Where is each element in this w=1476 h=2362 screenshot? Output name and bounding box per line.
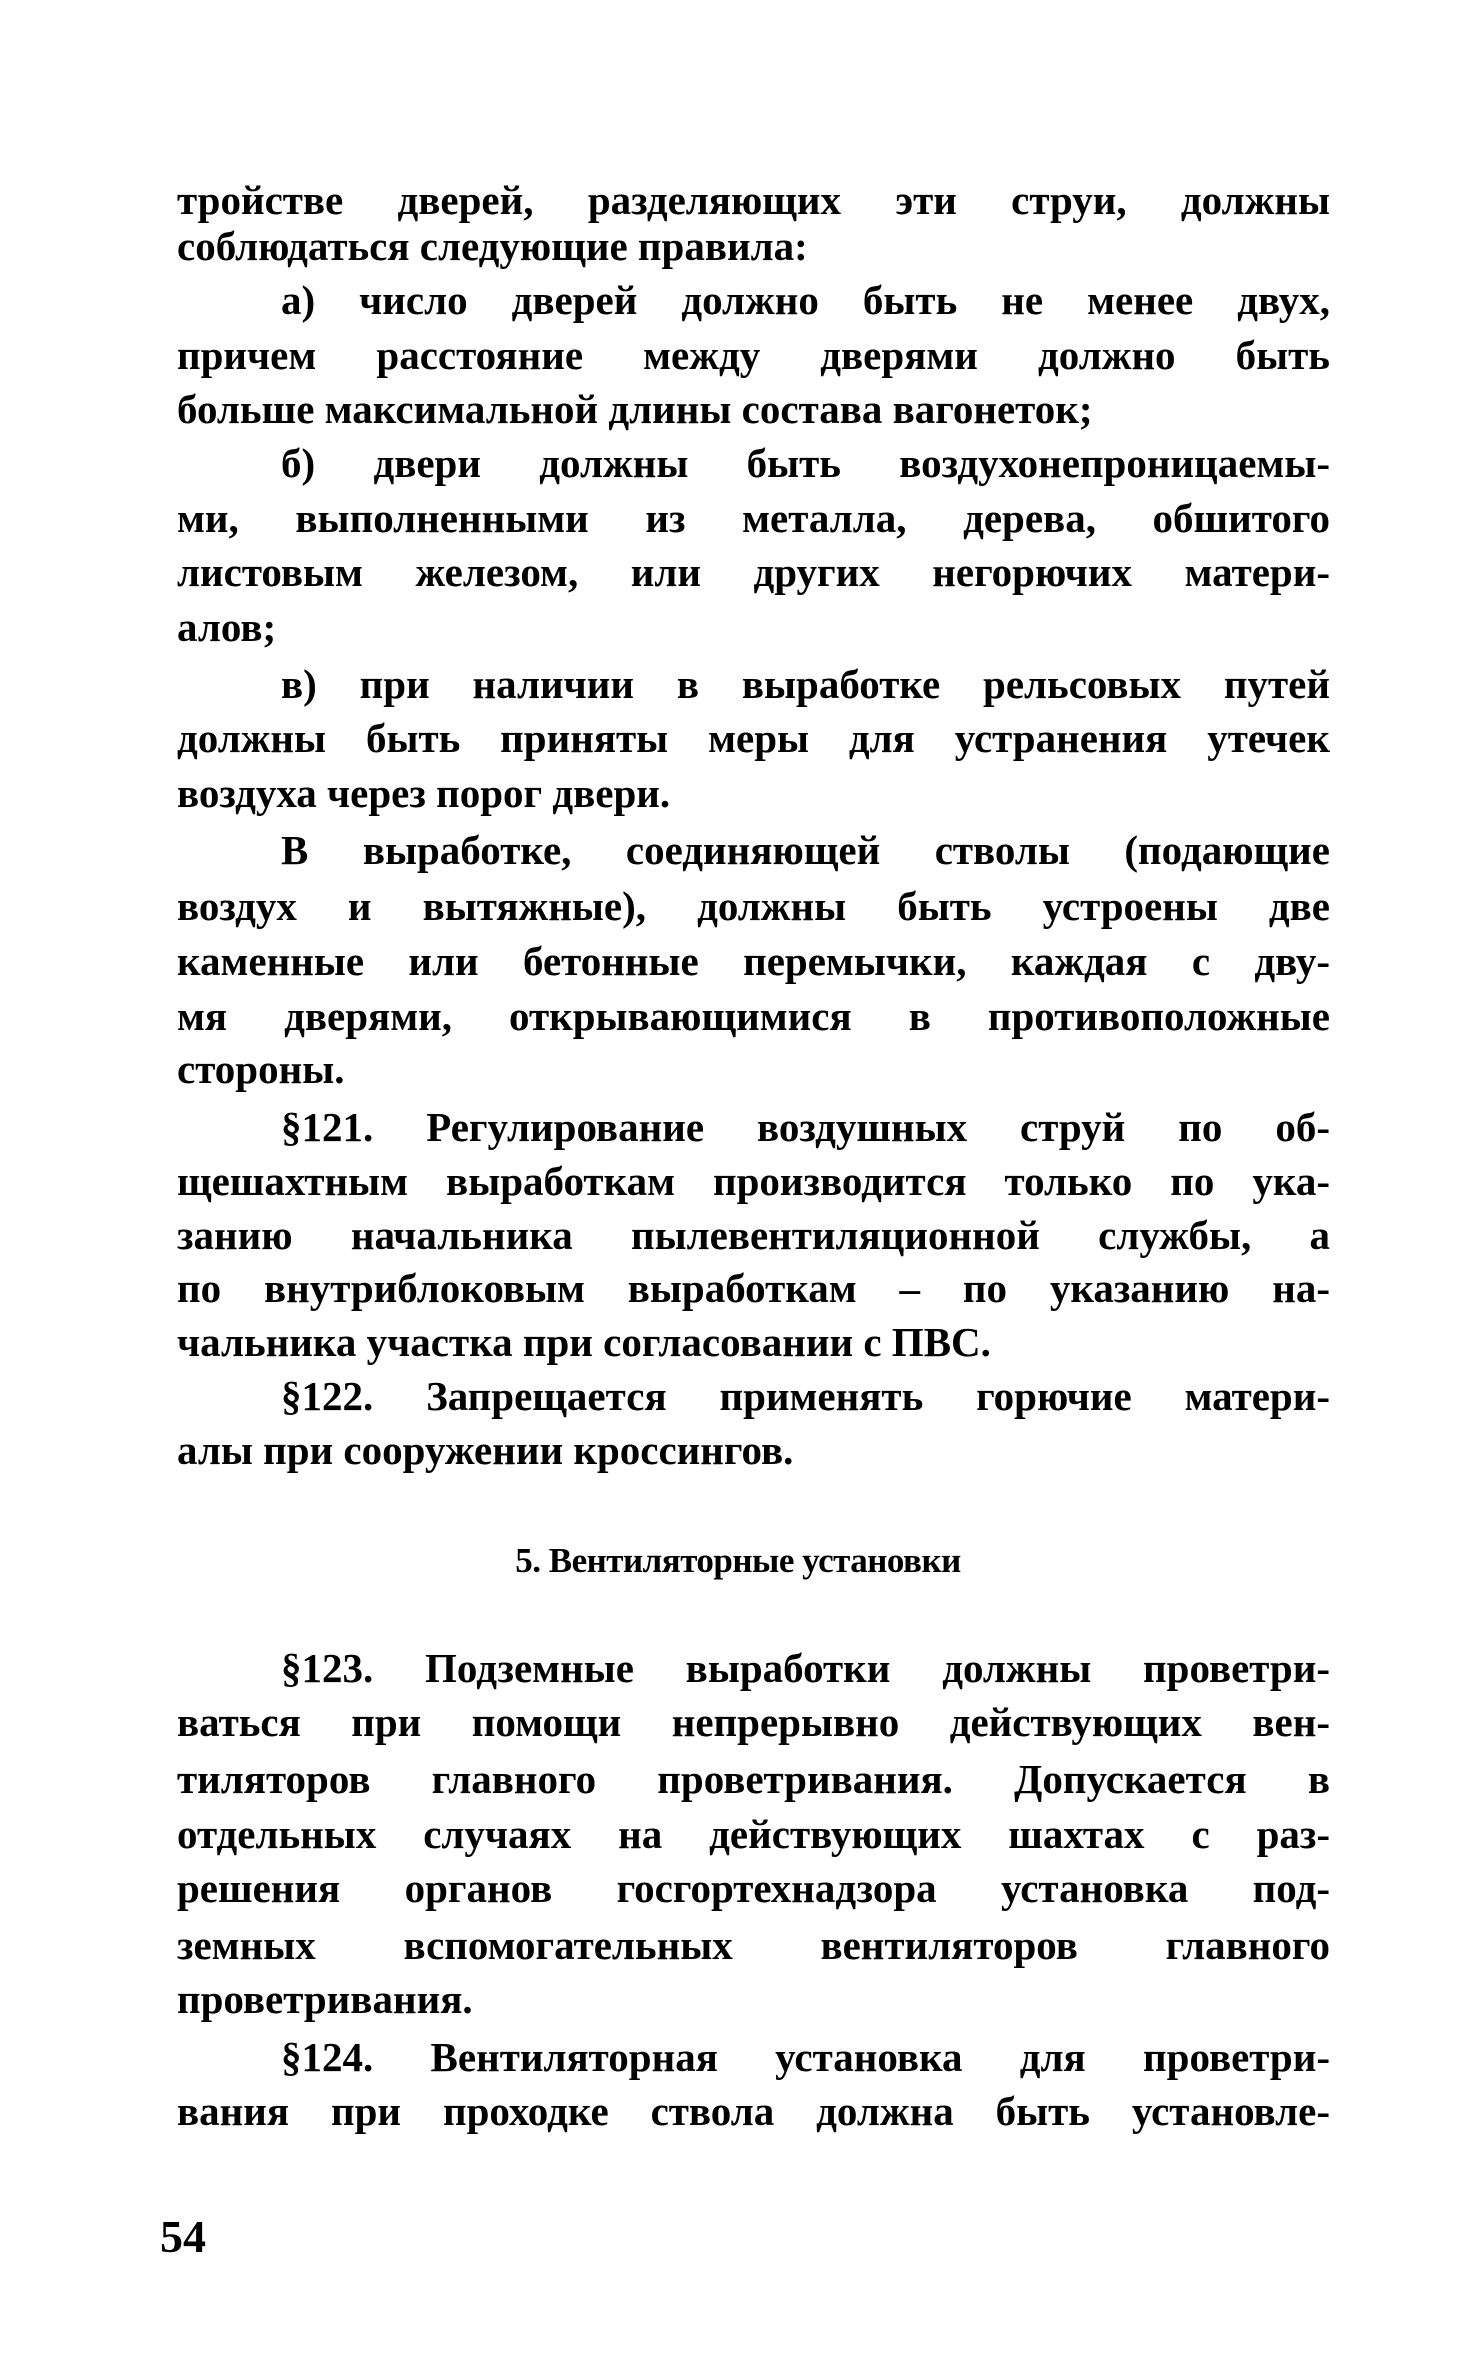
text-line: воздуха через порог двери. xyxy=(177,770,671,816)
text-line: б) двери должны быть воздухонепроницаемы- xyxy=(281,440,1330,486)
text-line: §124. Вентиляторная установка для проветри- xyxy=(281,2034,1330,2080)
text-line: причем расстояние между дверями должно быть xyxy=(177,332,1330,378)
text-line: §121. Регулирование воздушных струй по об- xyxy=(281,1104,1330,1150)
text-line: §122. Запрещается применять горючие матери- xyxy=(281,1373,1330,1419)
text-line: ваться при помощи непрерывно действующих вен- xyxy=(177,1699,1330,1745)
text-line: каменные или бетонные перемычки, каждая с дву- xyxy=(177,938,1330,984)
text-line: отдельных случаях на действующих шахтах с раз- xyxy=(177,1811,1330,1857)
text-line: В выработке, соединяющей стволы (подающие xyxy=(281,827,1330,873)
text-line: а) число дверей должно быть не менее двух, xyxy=(281,277,1330,323)
text-line: больше максимальной длины состава вагонеток; xyxy=(177,386,1093,432)
text-line: по внутриблоковым выработкам – по указанию на- xyxy=(177,1265,1330,1311)
text-line: решения органов госгортехнадзора установка под- xyxy=(177,1865,1330,1911)
text-line: вания при проходке ствола должна быть установле- xyxy=(177,2088,1330,2134)
text-line: соблюдаться следующие правила: xyxy=(177,223,808,269)
text-line: земных вспомогательных вентиляторов главного xyxy=(177,1922,1330,1968)
text-line: алы при сооружении кроссингов. xyxy=(177,1427,794,1473)
text-line: чальника участка при согласовании с ПВС. xyxy=(177,1319,991,1365)
text-line: листовым железом, или других негорючих матери- xyxy=(177,549,1330,595)
section-heading: 5. Вентиляторные установки xyxy=(515,1541,961,1580)
text-line: алов; xyxy=(177,604,277,650)
text-line: щешахтным выработкам производится только по ука- xyxy=(177,1158,1330,1204)
text-line: в) при наличии в выработке рельсовых путей xyxy=(281,661,1330,707)
text-line: занию начальника пылевентиляционной службы, а xyxy=(177,1212,1330,1258)
text-line: §123. Подземные выработки должны проветри- xyxy=(281,1645,1330,1691)
page-number: 54 xyxy=(160,2211,206,2262)
text-line: воздух и вытяжные), должны быть устроены две xyxy=(177,883,1330,929)
text-line: тройстве дверей, разделяющих эти струи, должны xyxy=(177,177,1330,223)
text-line: мя дверями, открывающимися в противоположные xyxy=(177,993,1330,1039)
text-line: тиляторов главного проветривания. Допускается в xyxy=(177,1756,1330,1802)
text-line: проветривания. xyxy=(177,1976,473,2022)
text-line: стороны. xyxy=(177,1046,345,1092)
text-line: ми, выполненными из металла, дерева, обшитого xyxy=(177,495,1330,541)
text-line: должны быть приняты меры для устранения утечек xyxy=(177,715,1330,761)
